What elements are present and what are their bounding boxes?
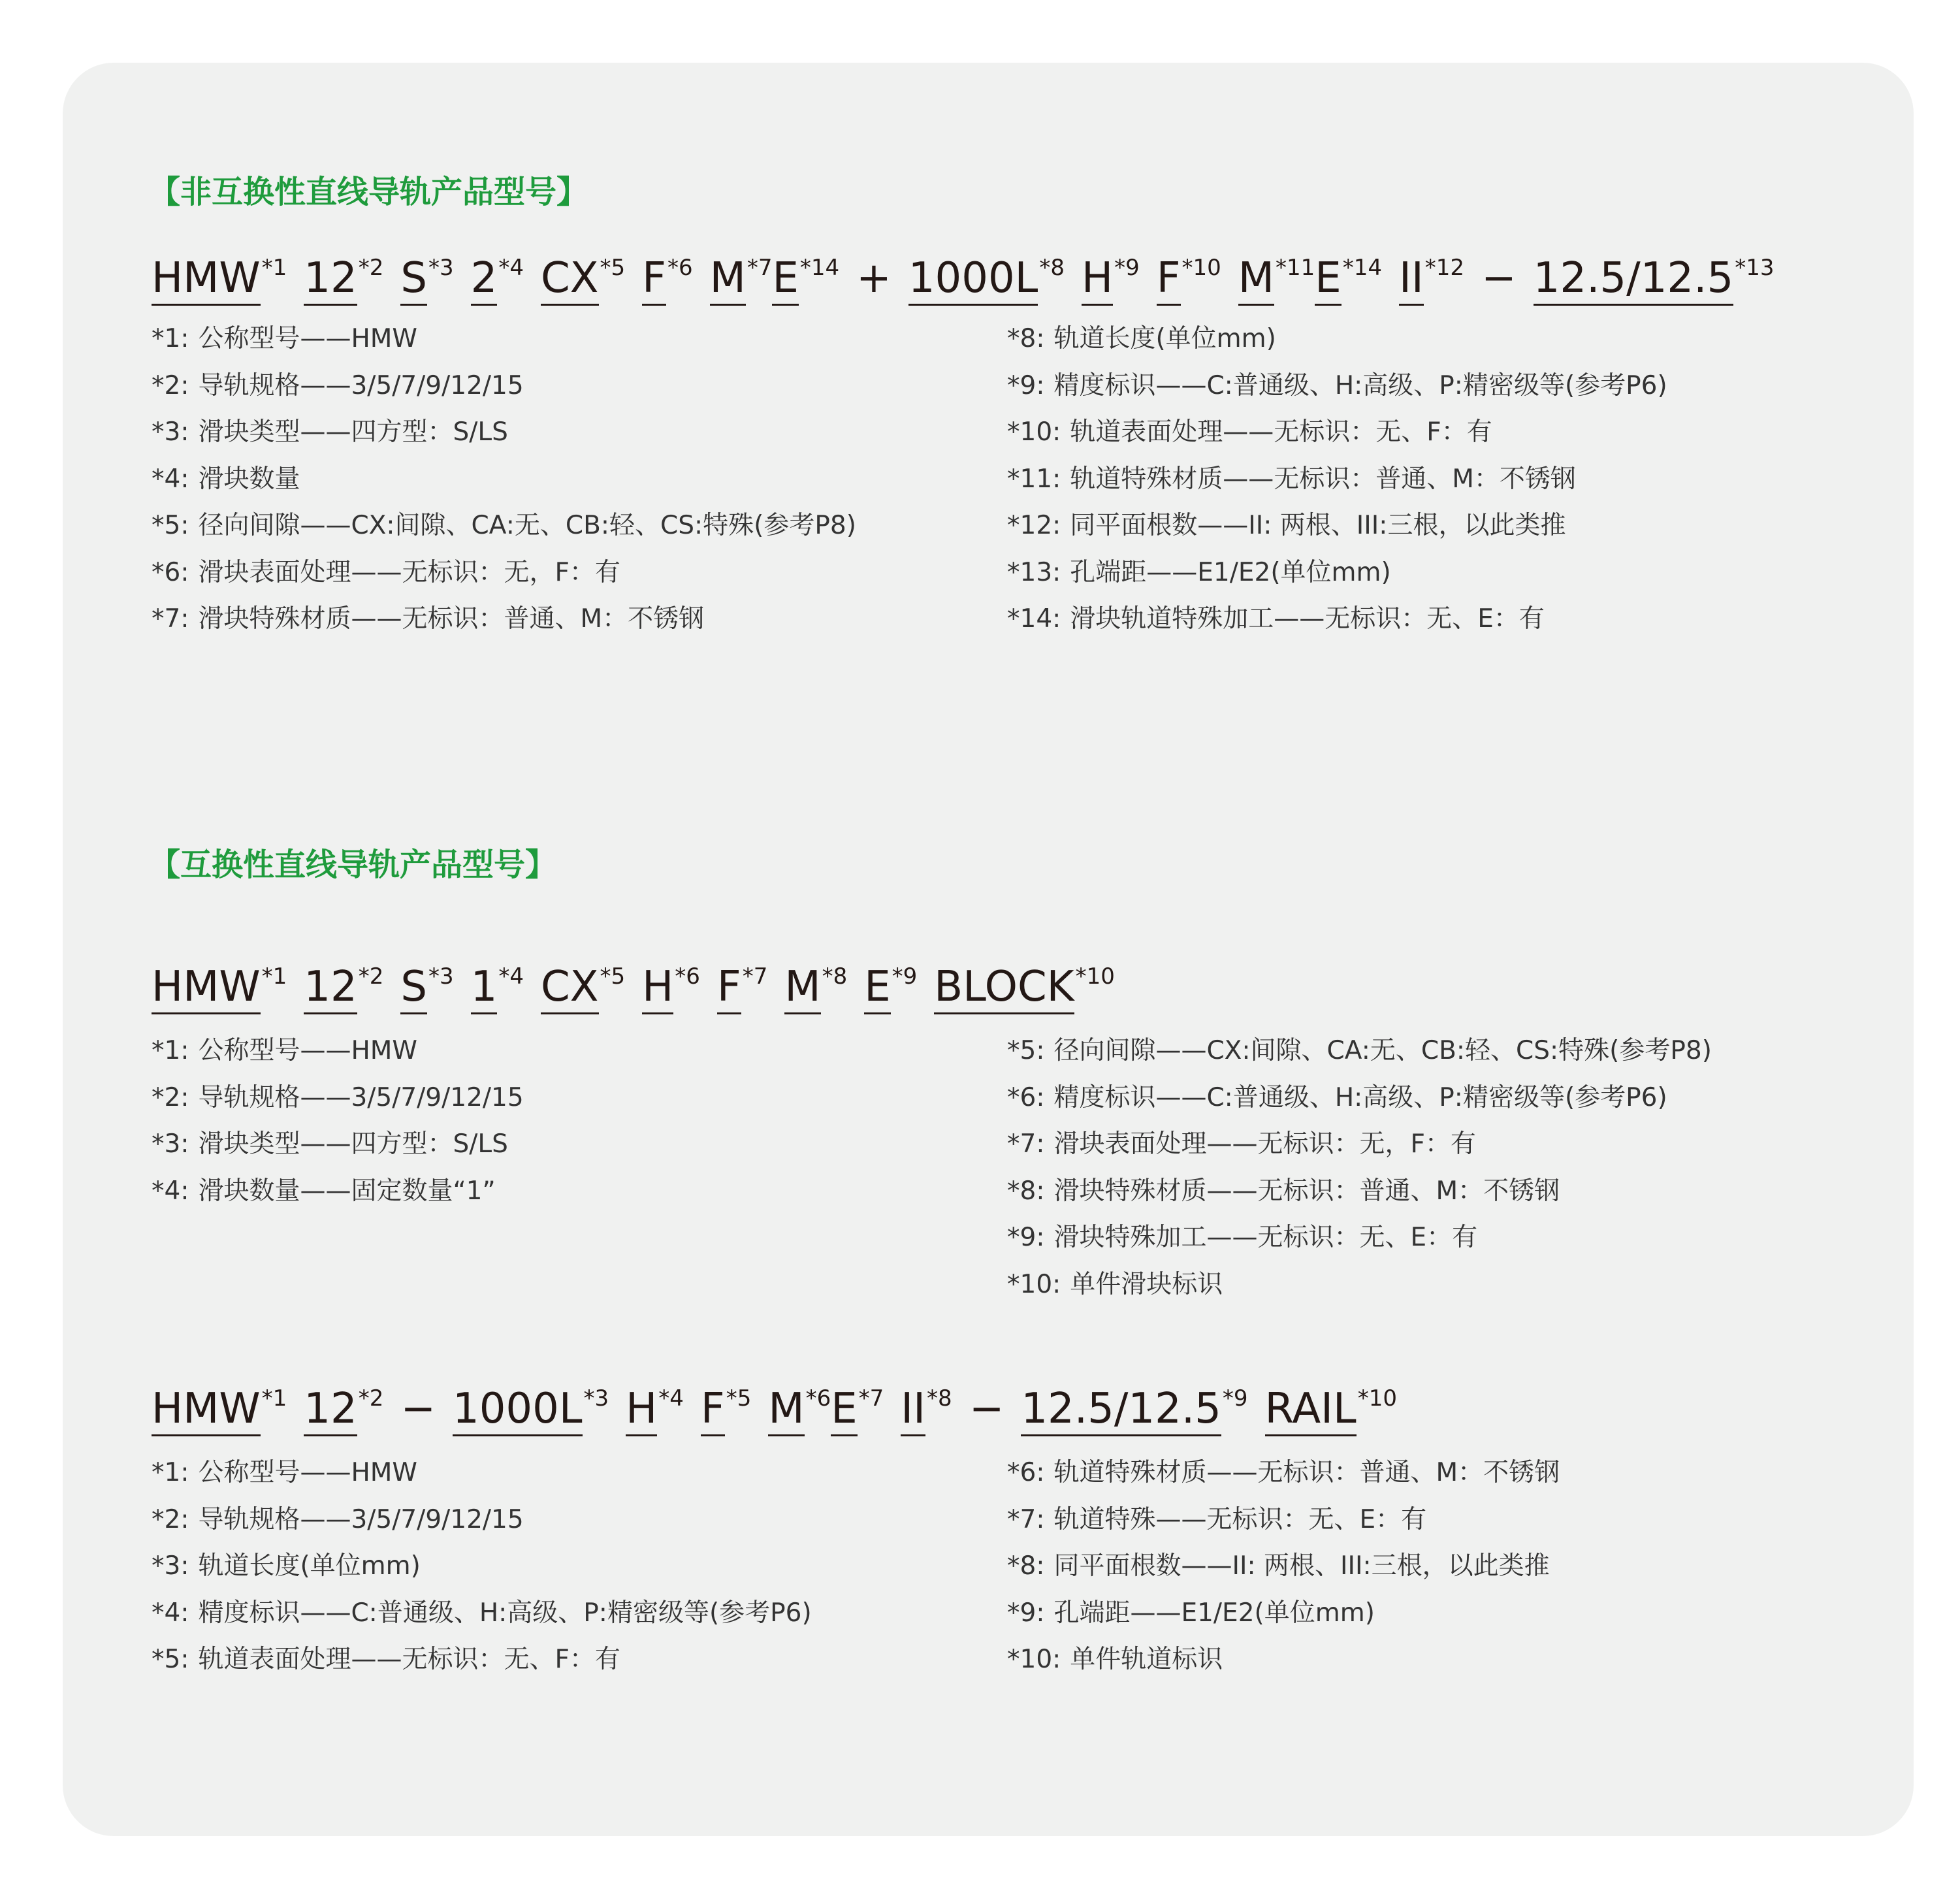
model-segment-index: *10	[1075, 963, 1115, 990]
legend-text: 单件轨道标识	[1070, 1645, 1223, 1674]
legend-number: *13:	[1007, 557, 1061, 587]
model-segment-index: *4	[498, 963, 524, 990]
legend-text: 同平面根数——II: 两根、III:三根，以此类推	[1053, 1551, 1550, 1581]
legend-item	[1007, 1074, 1712, 1122]
legend-text: 径向间隙——CX:间隙、CA:无、CB:轻、CS:特殊(参考P8)	[1053, 1036, 1712, 1065]
legend-item	[1007, 1027, 1712, 1074]
legend-text: 同平面根数——II: 两根、III:三根，以此类推	[1070, 511, 1566, 540]
model-segment-index: *5	[600, 255, 626, 281]
legend-number: *4:	[152, 464, 189, 494]
legend-item	[152, 315, 856, 363]
model-code-block	[152, 950, 1132, 1013]
model-segment	[1238, 242, 1315, 304]
legend-text: 滑块数量——固定数量“1”	[198, 1176, 496, 1206]
model-segment	[1399, 242, 1464, 304]
block-legend-list-left	[152, 1027, 524, 1214]
model-segment-code: H	[1082, 254, 1113, 306]
legend-item	[1007, 1496, 1560, 1543]
legend-number: *2:	[152, 1504, 189, 1534]
model-segment-code: CX	[541, 963, 599, 1014]
legend-item	[1007, 502, 1667, 549]
model-segment	[1534, 242, 1775, 304]
legend-number: *4:	[152, 1598, 189, 1628]
model-segment	[152, 950, 287, 1013]
legend-number: *8:	[1007, 1176, 1045, 1206]
legend-number: *9:	[1007, 1223, 1045, 1252]
legend-item	[152, 1074, 524, 1122]
legend-text: 公称型号——HMW	[198, 1458, 417, 1487]
model-segment-index: *9	[892, 963, 918, 990]
model-segment-index: *14	[799, 255, 840, 281]
model-segment	[1157, 242, 1221, 304]
model-segment	[908, 242, 1065, 304]
legend-number: *2:	[152, 370, 189, 400]
model-segment-index: *1	[261, 1385, 287, 1412]
section-title-non-interchangeable: 【非互换性直线导轨产品型号】	[149, 174, 588, 210]
model-segment	[152, 1372, 287, 1435]
legend-list-right	[1007, 315, 1667, 643]
model-segment-index: *6	[667, 255, 693, 281]
legend-text: 轨道特殊——无标识：无、E：有	[1053, 1504, 1427, 1534]
model-segment-index: *5	[726, 1385, 752, 1412]
legend-number: *6:	[152, 557, 189, 587]
legend-text: 滑块轨道特殊加工——无标识：无、E：有	[1070, 604, 1545, 634]
model-segment-code: S	[400, 963, 427, 1014]
model-segment	[541, 950, 625, 1013]
legend-text: 滑块特殊加工——无标识：无、E：有	[1053, 1223, 1478, 1252]
legend-number: *10:	[1007, 1269, 1061, 1299]
model-segment-index: *8	[822, 963, 848, 990]
legend-item	[1007, 1261, 1712, 1308]
model-segment-code: M	[768, 1385, 804, 1436]
legend-item	[152, 502, 856, 549]
legend-text: 孔端距——E1/E2(单位mm)	[1070, 557, 1391, 587]
legend-list-left	[152, 315, 856, 643]
legend-text: 滑块类型——四方型：S/LS	[198, 417, 508, 447]
model-segment	[710, 242, 773, 304]
legend-text: 单件滑块标识	[1070, 1269, 1223, 1299]
model-segment-code: H	[642, 963, 673, 1014]
legend-item	[152, 1168, 524, 1215]
legend-text: 滑块表面处理——无标识：无，F：有	[1053, 1129, 1476, 1159]
model-segment-index: *9	[1114, 255, 1140, 281]
model-segment-code: F	[701, 1385, 725, 1436]
model-segment-index: *11	[1276, 255, 1315, 281]
model-segment-index: *6	[805, 1385, 831, 1412]
model-segment	[304, 242, 383, 304]
legend-number: *7:	[1007, 1129, 1045, 1159]
legend-number: *1:	[152, 324, 189, 353]
legend-text: 轨道特殊材质——无标识：普通、M：不锈钢	[1053, 1458, 1560, 1487]
model-segment-index: *3	[428, 963, 454, 990]
model-segment-index: *10	[1181, 255, 1221, 281]
model-segment	[471, 950, 524, 1013]
model-separator: −	[400, 1385, 436, 1433]
rail-legend-list-left	[152, 1449, 812, 1683]
model-segment	[701, 1372, 751, 1435]
model-segment	[934, 950, 1115, 1013]
legend-item	[152, 456, 856, 503]
legend-item	[1007, 1449, 1560, 1496]
legend-number: *3:	[152, 417, 189, 447]
model-segment-code: F	[717, 963, 741, 1014]
model-segment	[901, 1372, 952, 1435]
model-segment-index: *1	[261, 963, 287, 990]
model-code-non-interchangeable	[152, 242, 1791, 304]
model-code-rail	[152, 1372, 1414, 1435]
model-segment-index: *7	[747, 255, 773, 281]
model-segment	[152, 242, 287, 304]
model-segment	[304, 1372, 383, 1435]
model-segment	[471, 242, 524, 304]
legend-number: *12:	[1007, 511, 1061, 540]
legend-number: *5:	[1007, 1036, 1045, 1065]
legend-text: 公称型号——HMW	[198, 1036, 417, 1065]
model-separator: −	[969, 1385, 1004, 1433]
model-segment-index: *12	[1424, 255, 1464, 281]
model-segment	[400, 950, 453, 1013]
model-segment-code: 12.5/12.5	[1021, 1385, 1221, 1436]
model-segment	[453, 1372, 609, 1435]
legend-number: *3:	[152, 1129, 189, 1159]
legend-item	[1007, 456, 1667, 503]
legend-text: 精度标识——C:普通级、H:高级、P:精密级等(参考P6)	[1053, 370, 1667, 400]
legend-text: 滑块数量	[198, 464, 300, 494]
legend-item	[152, 363, 856, 410]
legend-text: 轨道特殊材质——无标识：普通、M：不锈钢	[1070, 464, 1576, 494]
model-segment-index: *13	[1735, 255, 1775, 281]
legend-text: 轨道表面处理——无标识：无、F：有	[1070, 417, 1492, 447]
legend-number: *1:	[152, 1036, 189, 1065]
legend-number: *8:	[1007, 324, 1045, 353]
legend-item	[152, 1121, 524, 1168]
legend-number: *2:	[152, 1082, 189, 1112]
model-segment-index: *9	[1222, 1385, 1248, 1412]
model-segment	[768, 1372, 831, 1435]
legend-number: *9:	[1007, 1598, 1045, 1628]
model-segment-code: E	[864, 963, 890, 1014]
legend-item	[1007, 1121, 1712, 1168]
legend-text: 精度标识——C:普通级、H:高级、P:精密级等(参考P6)	[1053, 1082, 1667, 1112]
model-segment-index: *2	[358, 255, 384, 281]
model-segment	[784, 950, 847, 1013]
model-segment-code: M	[784, 963, 820, 1014]
legend-text: 滑块特殊材质——无标识：普通、M：不锈钢	[1053, 1176, 1560, 1206]
model-segment-index: *5	[600, 963, 626, 990]
legend-item	[1007, 1168, 1712, 1215]
model-segment-index: *1	[261, 255, 287, 281]
model-segment	[864, 950, 917, 1013]
legend-number: *7:	[1007, 1504, 1045, 1534]
model-segment-code: 1000L	[453, 1385, 583, 1436]
legend-number: *6:	[1007, 1082, 1045, 1112]
legend-number: *3:	[152, 1551, 189, 1581]
legend-text: 滑块特殊材质——无标识：普通、M：不锈钢	[198, 604, 705, 634]
legend-item	[1007, 1543, 1560, 1590]
legend-number: *10:	[1007, 417, 1061, 447]
legend-number: *5:	[152, 1645, 189, 1674]
legend-item	[152, 1543, 812, 1590]
model-segment-index: *8	[927, 1385, 952, 1412]
model-segment-code: 12	[304, 963, 357, 1014]
legend-text: 径向间隙——CX:间隙、CA:无、CB:轻、CS:特殊(参考P8)	[198, 511, 856, 540]
model-segment-code: E	[1315, 254, 1341, 306]
model-segment-code: HMW	[152, 1385, 261, 1436]
model-segment-index: *7	[858, 1385, 884, 1412]
legend-item	[152, 1636, 812, 1683]
model-segment-code: 1000L	[908, 254, 1038, 306]
legend-number: *9:	[1007, 370, 1045, 400]
model-segment	[1315, 242, 1382, 304]
legend-text: 轨道长度(单位mm)	[198, 1551, 421, 1581]
model-segment	[831, 1372, 884, 1435]
legend-item	[152, 1027, 524, 1074]
model-separator: −	[1481, 254, 1517, 302]
model-segment-code: 2	[471, 254, 498, 306]
legend-text: 轨道长度(单位mm)	[1053, 324, 1276, 353]
legend-number: *10:	[1007, 1645, 1061, 1674]
model-segment	[717, 950, 767, 1013]
model-segment	[772, 242, 839, 304]
model-segment	[541, 242, 625, 304]
legend-item	[152, 409, 856, 456]
model-segment-code: II	[1399, 254, 1424, 306]
legend-text: 导轨规格——3/5/7/9/12/15	[198, 1504, 524, 1534]
model-segment-code: BLOCK	[934, 963, 1074, 1014]
legend-number: *1:	[152, 1458, 189, 1487]
legend-number: *5:	[152, 511, 189, 540]
legend-text: 滑块表面处理——无标识：无，F：有	[198, 557, 620, 587]
legend-text: 导轨规格——3/5/7/9/12/15	[198, 370, 524, 400]
legend-text: 公称型号——HMW	[198, 324, 417, 353]
model-segment-code: 12.5/12.5	[1534, 254, 1734, 306]
model-segment-code: 12	[304, 1385, 357, 1436]
model-segment-index: *6	[675, 963, 700, 990]
legend-number: *8:	[1007, 1551, 1045, 1581]
model-segment-index: *2	[358, 1385, 384, 1412]
model-segment-code: 1	[471, 963, 498, 1014]
legend-item	[152, 596, 856, 643]
legend-number: *4:	[152, 1176, 189, 1206]
model-segment-code: F	[642, 254, 666, 306]
legend-item	[152, 1590, 812, 1637]
model-segment	[626, 1372, 684, 1435]
model-segment-index: *2	[358, 963, 384, 990]
model-segment-code: HMW	[152, 254, 261, 306]
section-title-interchangeable: 【互换性直线导轨产品型号】	[149, 847, 557, 883]
model-segment-code: II	[901, 1385, 925, 1436]
legend-item	[1007, 363, 1667, 410]
model-segment-code: E	[831, 1385, 857, 1436]
model-segment-index: *3	[583, 1385, 609, 1412]
model-segment	[400, 242, 453, 304]
model-segment-code: M	[710, 254, 746, 306]
legend-text: 滑块类型——四方型：S/LS	[198, 1129, 508, 1159]
legend-text: 精度标识——C:普通级、H:高级、P:精密级等(参考P6)	[198, 1598, 812, 1628]
legend-item	[1007, 409, 1667, 456]
model-segment	[1021, 1372, 1247, 1435]
model-segment-code: H	[626, 1385, 657, 1436]
legend-number: *6:	[1007, 1458, 1045, 1487]
legend-text: 孔端距——E1/E2(单位mm)	[1053, 1598, 1375, 1628]
model-segment-code: 12	[304, 254, 357, 306]
model-segment	[1082, 242, 1140, 304]
rail-legend-list-right	[1007, 1449, 1560, 1683]
block-legend-list-right	[1007, 1027, 1712, 1308]
model-segment-index: *8	[1039, 255, 1065, 281]
model-segment-code: F	[1157, 254, 1181, 306]
legend-text: 轨道表面处理——无标识：无、F：有	[198, 1645, 620, 1674]
legend-item	[152, 549, 856, 596]
legend-item	[152, 1449, 812, 1496]
model-segment-code: RAIL	[1265, 1385, 1357, 1436]
legend-item	[1007, 1590, 1560, 1637]
model-segment-index: *4	[498, 255, 524, 281]
model-separator: +	[856, 254, 892, 302]
model-segment	[1265, 1372, 1397, 1435]
model-segment	[642, 950, 700, 1013]
model-segment	[304, 950, 383, 1013]
model-segment-index: *10	[1357, 1385, 1397, 1412]
model-segment-index: *4	[658, 1385, 684, 1412]
legend-item	[152, 1496, 812, 1543]
model-segment-index: *3	[428, 255, 454, 281]
legend-text: 导轨规格——3/5/7/9/12/15	[198, 1082, 524, 1112]
legend-number: *11:	[1007, 464, 1061, 494]
legend-item	[1007, 1636, 1560, 1683]
model-segment-code: M	[1238, 254, 1274, 306]
legend-item	[1007, 315, 1667, 363]
legend-item	[1007, 549, 1667, 596]
model-segment-code: CX	[541, 254, 599, 306]
legend-number: *14:	[1007, 604, 1061, 634]
model-segment-code: E	[772, 254, 798, 306]
model-segment	[642, 242, 692, 304]
model-segment-code: S	[400, 254, 427, 306]
legend-item	[1007, 1214, 1712, 1261]
legend-number: *7:	[152, 604, 189, 634]
model-segment-index: *7	[742, 963, 768, 990]
model-segment-index: *14	[1342, 255, 1382, 281]
legend-item	[1007, 596, 1667, 643]
model-segment-code: HMW	[152, 963, 261, 1014]
